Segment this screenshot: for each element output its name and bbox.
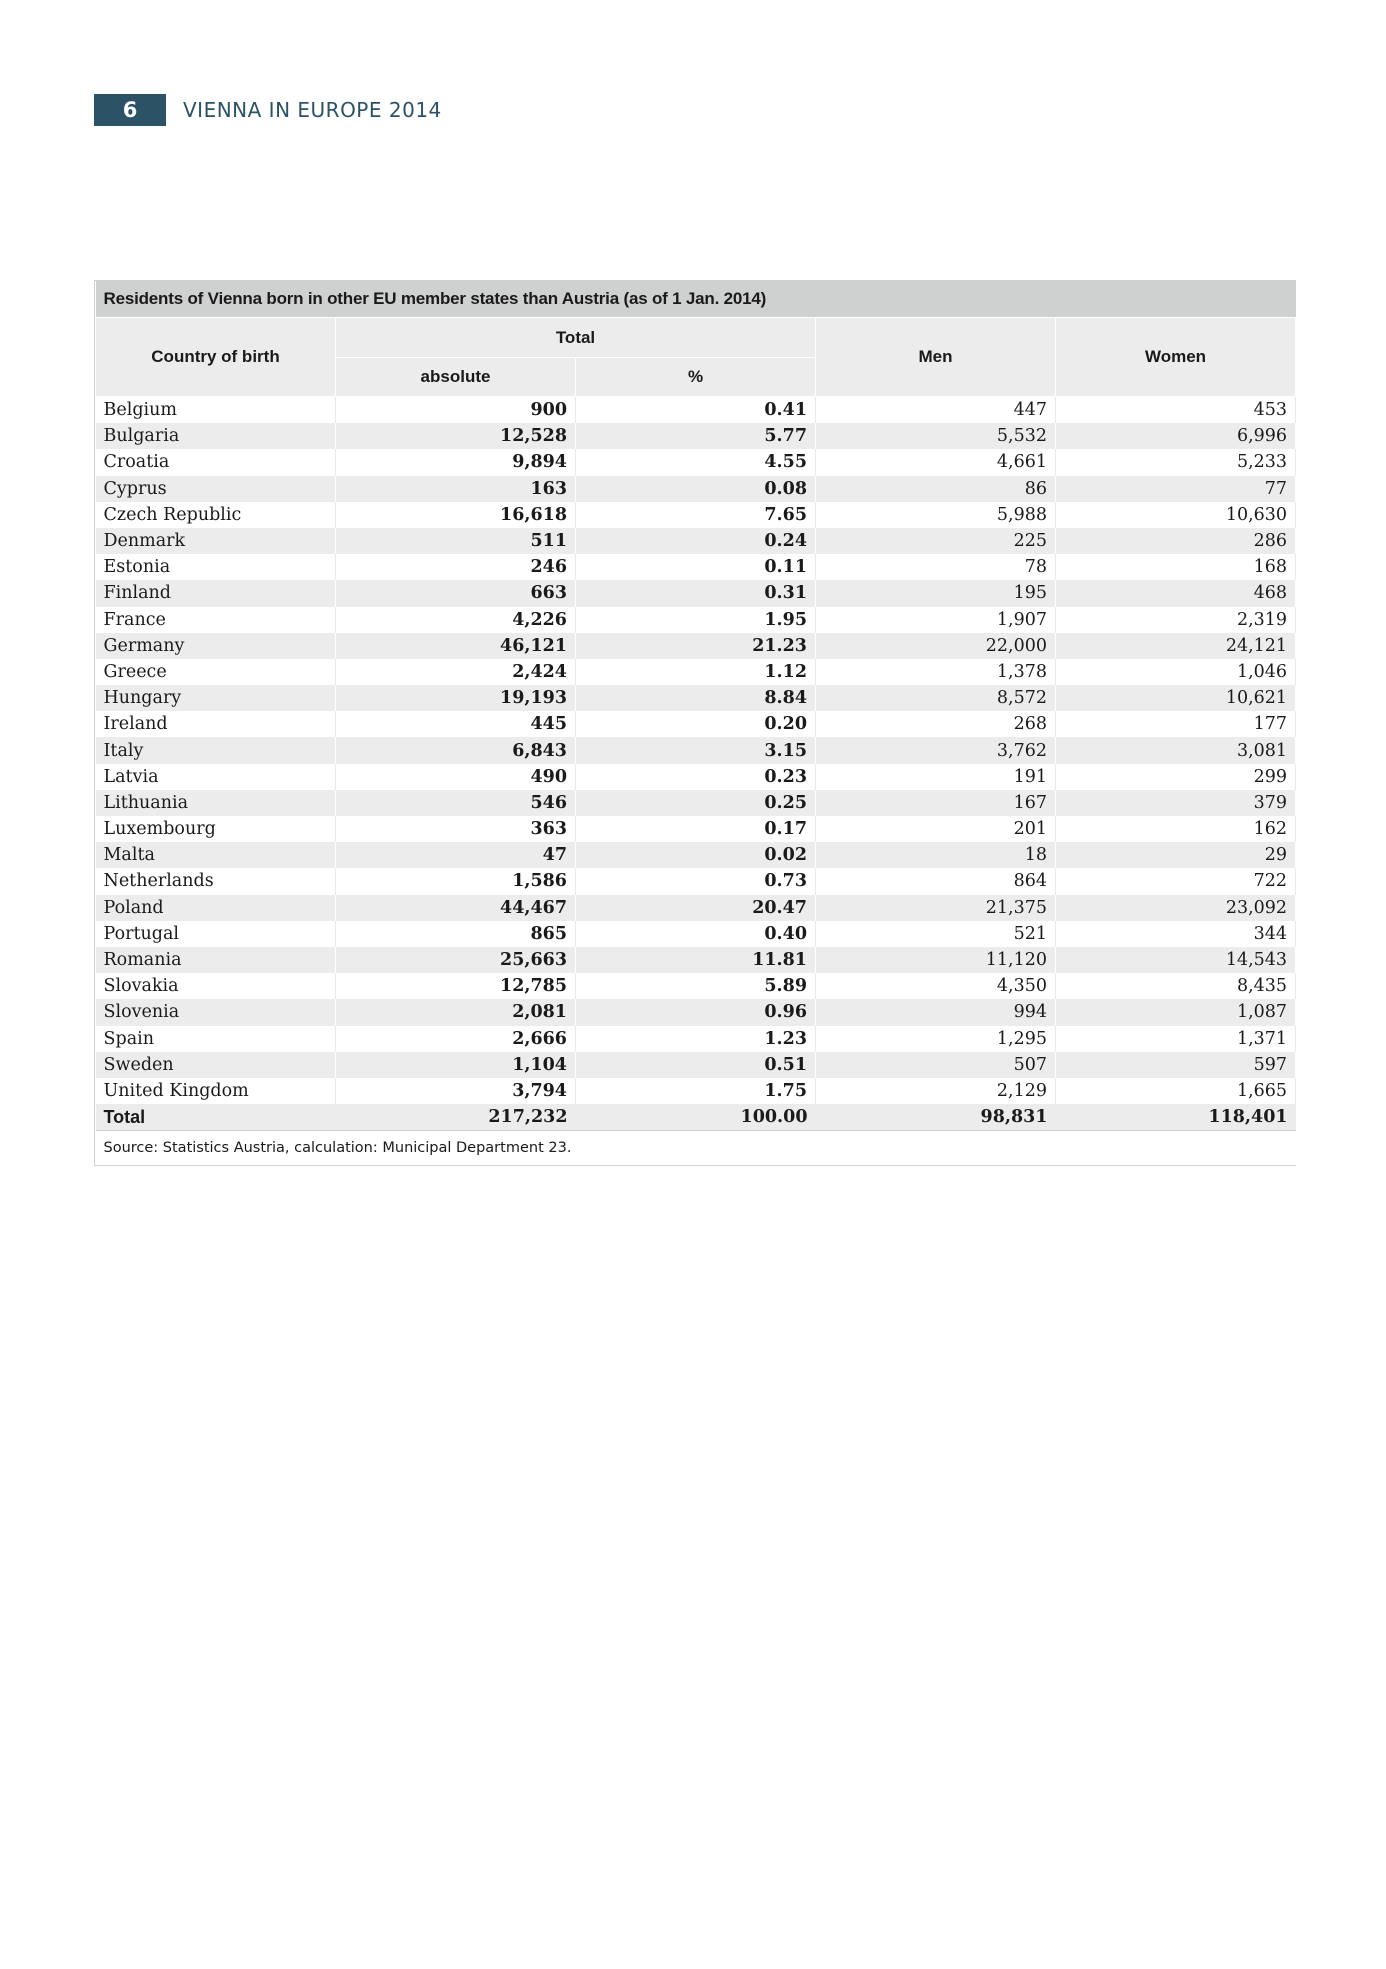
cell-women: 1,371 bbox=[1056, 1026, 1296, 1052]
cell-men: 225 bbox=[816, 528, 1056, 554]
cell-percent: 0.96 bbox=[576, 999, 816, 1025]
cell-women: 177 bbox=[1056, 711, 1296, 737]
cell-country: United Kingdom bbox=[96, 1078, 336, 1104]
cell-country: Cyprus bbox=[96, 476, 336, 502]
cell-absolute: 19,193 bbox=[336, 685, 576, 711]
cell-absolute: 16,618 bbox=[336, 502, 576, 528]
cell-women: 468 bbox=[1056, 580, 1296, 606]
cell-absolute: 865 bbox=[336, 921, 576, 947]
cell-men: 864 bbox=[816, 868, 1056, 894]
cell-men: 191 bbox=[816, 764, 1056, 790]
total-percent: 100.00 bbox=[576, 1104, 816, 1131]
cell-country: Slovenia bbox=[96, 999, 336, 1025]
cell-men: 447 bbox=[816, 397, 1056, 424]
cell-country: Portugal bbox=[96, 921, 336, 947]
cell-women: 286 bbox=[1056, 528, 1296, 554]
cell-percent: 1.23 bbox=[576, 1026, 816, 1052]
cell-women: 8,435 bbox=[1056, 973, 1296, 999]
cell-absolute: 12,528 bbox=[336, 423, 576, 449]
table-row bbox=[96, 580, 1296, 606]
cell-percent: 5.77 bbox=[576, 423, 816, 449]
cell-women: 722 bbox=[1056, 868, 1296, 894]
cell-men: 4,661 bbox=[816, 449, 1056, 475]
cell-country: Lithuania bbox=[96, 790, 336, 816]
cell-women: 1,665 bbox=[1056, 1078, 1296, 1104]
cell-men: 1,378 bbox=[816, 659, 1056, 685]
cell-percent: 11.81 bbox=[576, 947, 816, 973]
cell-women: 10,630 bbox=[1056, 502, 1296, 528]
cell-men: 268 bbox=[816, 711, 1056, 737]
cell-country: Belgium bbox=[96, 397, 336, 424]
cell-country: Latvia bbox=[96, 764, 336, 790]
cell-men: 167 bbox=[816, 790, 1056, 816]
total-women: 118,401 bbox=[1056, 1104, 1296, 1131]
cell-country: Bulgaria bbox=[96, 423, 336, 449]
cell-absolute: 363 bbox=[336, 816, 576, 842]
table-row bbox=[96, 999, 1296, 1025]
col-header-men: Men bbox=[816, 318, 1056, 397]
cell-women: 162 bbox=[1056, 816, 1296, 842]
table-source-note: Source: Statistics Austria, calculation: Municipal Department 23. bbox=[96, 1131, 1296, 1166]
cell-percent: 1.95 bbox=[576, 607, 816, 633]
table-row bbox=[96, 737, 1296, 763]
table-row bbox=[96, 633, 1296, 659]
table-row bbox=[96, 423, 1296, 449]
table-row bbox=[96, 659, 1296, 685]
cell-percent: 0.25 bbox=[576, 790, 816, 816]
cell-women: 453 bbox=[1056, 397, 1296, 424]
table-row bbox=[96, 502, 1296, 528]
cell-women: 24,121 bbox=[1056, 633, 1296, 659]
cell-men: 994 bbox=[816, 999, 1056, 1025]
cell-women: 29 bbox=[1056, 842, 1296, 868]
cell-country: Netherlands bbox=[96, 868, 336, 894]
cell-percent: 0.20 bbox=[576, 711, 816, 737]
cell-absolute: 1,586 bbox=[336, 868, 576, 894]
cell-absolute: 3,794 bbox=[336, 1078, 576, 1104]
cell-absolute: 663 bbox=[336, 580, 576, 606]
cell-women: 23,092 bbox=[1056, 895, 1296, 921]
cell-men: 22,000 bbox=[816, 633, 1056, 659]
cell-percent: 7.65 bbox=[576, 502, 816, 528]
cell-absolute: 6,843 bbox=[336, 737, 576, 763]
cell-absolute: 2,666 bbox=[336, 1026, 576, 1052]
cell-percent: 0.24 bbox=[576, 528, 816, 554]
cell-country: Estonia bbox=[96, 554, 336, 580]
cell-absolute: 2,424 bbox=[336, 659, 576, 685]
col-header-percent: % bbox=[576, 358, 816, 397]
table-row bbox=[96, 973, 1296, 999]
cell-country: Finland bbox=[96, 580, 336, 606]
table-row bbox=[96, 397, 1296, 424]
table-row bbox=[96, 842, 1296, 868]
cell-absolute: 1,104 bbox=[336, 1052, 576, 1078]
cell-women: 6,996 bbox=[1056, 423, 1296, 449]
cell-men: 5,988 bbox=[816, 502, 1056, 528]
total-label: Total bbox=[96, 1104, 336, 1131]
cell-percent: 0.51 bbox=[576, 1052, 816, 1078]
cell-percent: 0.41 bbox=[576, 397, 816, 424]
cell-men: 86 bbox=[816, 476, 1056, 502]
cell-absolute: 246 bbox=[336, 554, 576, 580]
total-row bbox=[96, 1104, 1296, 1131]
cell-country: Germany bbox=[96, 633, 336, 659]
cell-absolute: 12,785 bbox=[336, 973, 576, 999]
cell-women: 2,319 bbox=[1056, 607, 1296, 633]
col-header-country: Country of birth bbox=[96, 318, 336, 397]
cell-percent: 0.31 bbox=[576, 580, 816, 606]
col-header-absolute: absolute bbox=[336, 358, 576, 397]
cell-country: Hungary bbox=[96, 685, 336, 711]
cell-women: 597 bbox=[1056, 1052, 1296, 1078]
table-row bbox=[96, 816, 1296, 842]
cell-absolute: 47 bbox=[336, 842, 576, 868]
cell-absolute: 44,467 bbox=[336, 895, 576, 921]
table-row bbox=[96, 685, 1296, 711]
table-row bbox=[96, 764, 1296, 790]
table-row bbox=[96, 554, 1296, 580]
cell-men: 521 bbox=[816, 921, 1056, 947]
cell-women: 299 bbox=[1056, 764, 1296, 790]
table-caption: Residents of Vienna born in other EU member states than Austria (as of 1 Jan. 2014) bbox=[96, 281, 1296, 318]
cell-country: Sweden bbox=[96, 1052, 336, 1078]
cell-men: 5,532 bbox=[816, 423, 1056, 449]
cell-men: 78 bbox=[816, 554, 1056, 580]
cell-men: 21,375 bbox=[816, 895, 1056, 921]
cell-absolute: 4,226 bbox=[336, 607, 576, 633]
col-header-women: Women bbox=[1056, 318, 1296, 397]
cell-percent: 0.08 bbox=[576, 476, 816, 502]
cell-men: 195 bbox=[816, 580, 1056, 606]
data-table bbox=[94, 280, 1296, 1166]
cell-country: Spain bbox=[96, 1026, 336, 1052]
cell-percent: 0.40 bbox=[576, 921, 816, 947]
cell-men: 4,350 bbox=[816, 973, 1056, 999]
cell-country: Greece bbox=[96, 659, 336, 685]
cell-percent: 0.23 bbox=[576, 764, 816, 790]
cell-percent: 8.84 bbox=[576, 685, 816, 711]
cell-men: 1,907 bbox=[816, 607, 1056, 633]
cell-percent: 0.17 bbox=[576, 816, 816, 842]
cell-women: 5,233 bbox=[1056, 449, 1296, 475]
cell-absolute: 546 bbox=[336, 790, 576, 816]
table-row bbox=[96, 947, 1296, 973]
table-row bbox=[96, 1026, 1296, 1052]
cell-country: Slovakia bbox=[96, 973, 336, 999]
cell-absolute: 163 bbox=[336, 476, 576, 502]
page-number: 6 bbox=[94, 94, 166, 126]
cell-absolute: 25,663 bbox=[336, 947, 576, 973]
cell-women: 77 bbox=[1056, 476, 1296, 502]
cell-percent: 20.47 bbox=[576, 895, 816, 921]
cell-absolute: 9,894 bbox=[336, 449, 576, 475]
cell-percent: 1.12 bbox=[576, 659, 816, 685]
cell-percent: 5.89 bbox=[576, 973, 816, 999]
cell-country: Luxembourg bbox=[96, 816, 336, 842]
cell-country: Czech Republic bbox=[96, 502, 336, 528]
cell-absolute: 900 bbox=[336, 397, 576, 424]
cell-absolute: 445 bbox=[336, 711, 576, 737]
cell-country: Italy bbox=[96, 737, 336, 763]
page-title: VIENNA IN EUROPE 2014 bbox=[183, 98, 442, 122]
cell-country: Ireland bbox=[96, 711, 336, 737]
cell-men: 11,120 bbox=[816, 947, 1056, 973]
cell-country: Romania bbox=[96, 947, 336, 973]
table-row bbox=[96, 868, 1296, 894]
cell-absolute: 46,121 bbox=[336, 633, 576, 659]
cell-women: 3,081 bbox=[1056, 737, 1296, 763]
cell-women: 168 bbox=[1056, 554, 1296, 580]
table-row bbox=[96, 1052, 1296, 1078]
table-row bbox=[96, 1078, 1296, 1104]
cell-country: Malta bbox=[96, 842, 336, 868]
cell-men: 201 bbox=[816, 816, 1056, 842]
cell-percent: 3.15 bbox=[576, 737, 816, 763]
table-row bbox=[96, 449, 1296, 475]
total-men: 98,831 bbox=[816, 1104, 1056, 1131]
cell-percent: 21.23 bbox=[576, 633, 816, 659]
table-row bbox=[96, 711, 1296, 737]
cell-percent: 0.73 bbox=[576, 868, 816, 894]
page-header bbox=[94, 94, 442, 126]
cell-country: Croatia bbox=[96, 449, 336, 475]
cell-women: 1,087 bbox=[1056, 999, 1296, 1025]
cell-percent: 0.02 bbox=[576, 842, 816, 868]
cell-absolute: 511 bbox=[336, 528, 576, 554]
cell-country: France bbox=[96, 607, 336, 633]
table-row bbox=[96, 921, 1296, 947]
cell-men: 18 bbox=[816, 842, 1056, 868]
cell-men: 8,572 bbox=[816, 685, 1056, 711]
cell-men: 1,295 bbox=[816, 1026, 1056, 1052]
table-row bbox=[96, 790, 1296, 816]
cell-percent: 4.55 bbox=[576, 449, 816, 475]
cell-men: 3,762 bbox=[816, 737, 1056, 763]
cell-women: 1,046 bbox=[1056, 659, 1296, 685]
cell-women: 344 bbox=[1056, 921, 1296, 947]
cell-absolute: 490 bbox=[336, 764, 576, 790]
col-header-total: Total bbox=[336, 318, 816, 358]
cell-absolute: 2,081 bbox=[336, 999, 576, 1025]
cell-men: 507 bbox=[816, 1052, 1056, 1078]
table-row bbox=[96, 476, 1296, 502]
cell-percent: 1.75 bbox=[576, 1078, 816, 1104]
table-row bbox=[96, 607, 1296, 633]
table-row bbox=[96, 895, 1296, 921]
cell-country: Poland bbox=[96, 895, 336, 921]
cell-men: 2,129 bbox=[816, 1078, 1056, 1104]
cell-women: 14,543 bbox=[1056, 947, 1296, 973]
table-row bbox=[96, 528, 1296, 554]
cell-percent: 0.11 bbox=[576, 554, 816, 580]
cell-women: 379 bbox=[1056, 790, 1296, 816]
cell-women: 10,621 bbox=[1056, 685, 1296, 711]
cell-country: Denmark bbox=[96, 528, 336, 554]
total-absolute: 217,232 bbox=[336, 1104, 576, 1131]
